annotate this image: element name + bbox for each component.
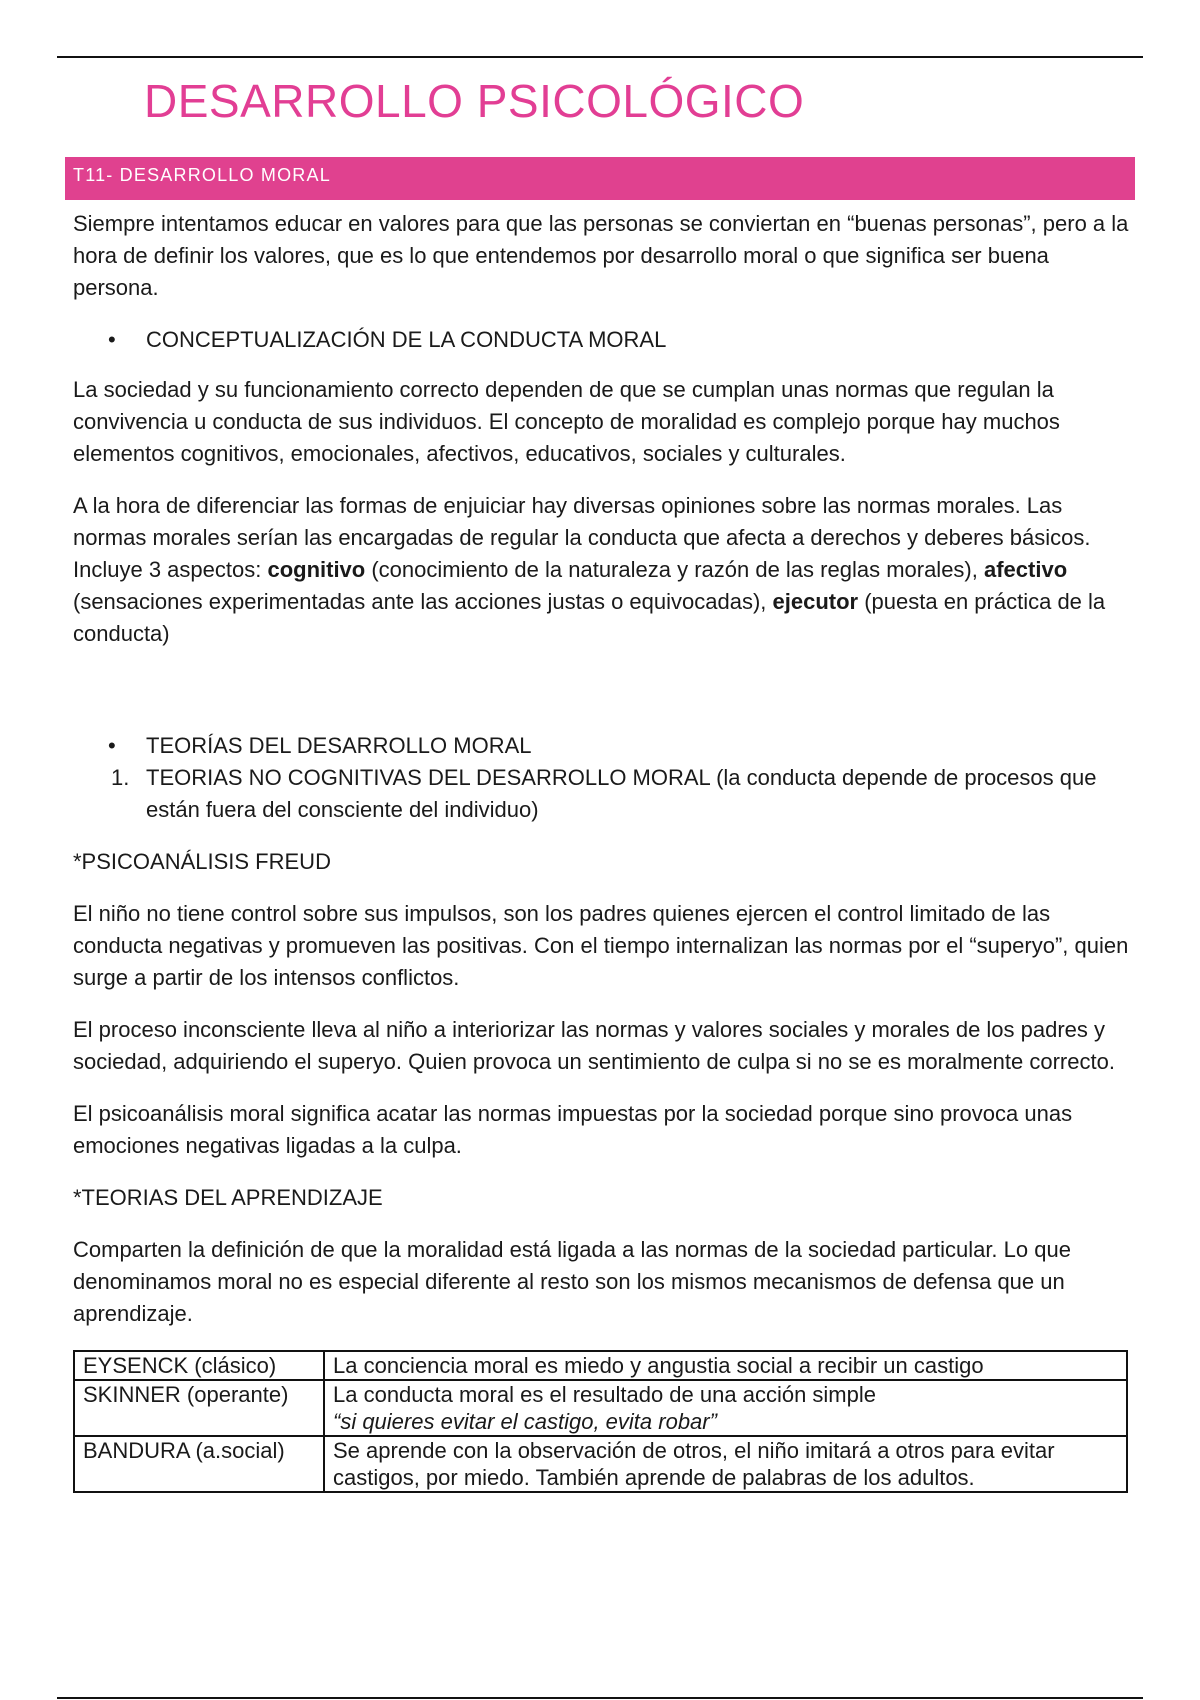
table-row bbox=[74, 1351, 1127, 1380]
document-body bbox=[73, 208, 1138, 1493]
aspect-ejecutor-desc: (puesta en práctica de la conducta) bbox=[73, 589, 1106, 646]
theory-description: La conducta moral es el resultado de una acción simple bbox=[333, 1382, 876, 1407]
bullet-list-conceptualization bbox=[73, 324, 1138, 356]
theorist-name: SKINNER (operante) bbox=[74, 1380, 324, 1436]
freud-paragraph-3: El psicoanálisis moral significa acatar las normas impuestas por la sociedad porque sino provoca unas emociones negativas ligadas a la culpa. bbox=[73, 1101, 1073, 1158]
numbered-item-text: TEORIAS NO COGNITIVAS DEL DESARROLLO MORAL (la conducta depende de procesos que están fuera del consciente del individuo) bbox=[146, 765, 1097, 822]
freud-paragraph-2: El proceso inconsciente lleva al niño a interiorizar las normas y valores sociales y morales de los padres y sociedad, adquiriendo el superyo. Quien provoca un sentimiento de culpa si no se es moralmente correcto. bbox=[73, 1017, 1115, 1074]
freud-heading: *PSICOANÁLISIS FREUD bbox=[73, 849, 331, 874]
freud-paragraph-1: El niño no tiene control sobre sus impulsos, son los padres quienes ejercen el control limitado de las conducta negativas y promueven las positivas. Con el tiempo internalizan las normas por el “superyo”, quien surge a partir de los intensos conflictos. bbox=[73, 901, 1129, 990]
page-title: DESARROLLO PSICOLÓGICO bbox=[144, 75, 805, 127]
aspect-ejecutor: ejecutor bbox=[772, 589, 859, 614]
spacer bbox=[73, 670, 1138, 730]
theory-description: Se aprende con la observación de otros, el niño imitará a otros para evitar castigos, por miedo. También aprende de palabras de los adultos. bbox=[324, 1436, 1127, 1492]
theory-description: La conciencia moral es miedo y angustia social a recibir un castigo bbox=[324, 1351, 1127, 1380]
aspect-afectivo: afectivo bbox=[983, 557, 1068, 582]
aspect-cognitivo-desc: (conocimiento de la naturaleza y razón de las reglas morales), bbox=[365, 557, 984, 582]
bullet-theories: • TEORÍAS DEL DESARROLLO MORAL bbox=[73, 730, 1138, 762]
society-paragraph: La sociedad y su funcionamiento correcto dependen de que se cumplan unas normas que regulan la convivencia u conducta de sus individuos. El concepto de moralidad es complejo porque hay muchos elementos cognitivos, emocionales, afectivos, educativos, sociales y culturales. bbox=[73, 377, 1060, 466]
learning-heading: *TEORIAS DEL APRENDIZAJE bbox=[73, 1185, 383, 1210]
aspects-paragraph bbox=[73, 490, 1138, 650]
section-banner: T11- DESARROLLO MORAL bbox=[65, 157, 1135, 200]
theorist-name: EYSENCK (clásico) bbox=[74, 1351, 324, 1380]
aspect-cognitivo: cognitivo bbox=[267, 557, 366, 582]
learning-paragraph: Comparten la definición de que la moralidad está ligada a las normas de la sociedad particular. Lo que denominamos moral no es especial diferente al resto son los mismos mecanismos de defensa que un aprendizaje. bbox=[73, 1237, 1071, 1326]
bullet-list-theories bbox=[73, 730, 1138, 762]
table-row bbox=[74, 1380, 1127, 1436]
intro-paragraph: Siempre intentamos educar en valores para que las personas se conviertan en “buenas personas”, pero a la hora de definir los valores, que es lo que entendemos por desarrollo moral o que significa ser buena persona. bbox=[73, 211, 1129, 300]
list-number: 1. bbox=[111, 765, 130, 790]
aspect-afectivo-desc: (sensaciones experimentadas ante las acciones justas o equivocadas), bbox=[73, 589, 773, 614]
aspects-intro: A la hora de diferenciar las formas de enjuiciar hay diversas opiniones sobre las normas morales. Las normas morales serían las encargadas de regular la conducta que afecta a derechos y deberes básicos. Incluye 3 aspectos: bbox=[73, 493, 1091, 582]
numbered-list bbox=[73, 762, 1138, 826]
top-rule bbox=[57, 56, 1143, 58]
bullet-conceptualization: • CONCEPTUALIZACIÓN DE LA CONDUCTA MORAL bbox=[73, 324, 1138, 356]
table-row bbox=[74, 1436, 1127, 1492]
theory-example: “si quieres evitar el castigo, evita robar” bbox=[333, 1409, 717, 1434]
theorist-name: BANDURA (a.social) bbox=[74, 1436, 324, 1492]
learning-theories-table bbox=[73, 1350, 1128, 1493]
theory-description-cell bbox=[324, 1380, 1127, 1436]
bottom-rule bbox=[57, 1697, 1143, 1699]
numbered-item-non-cognitive bbox=[73, 762, 1138, 826]
